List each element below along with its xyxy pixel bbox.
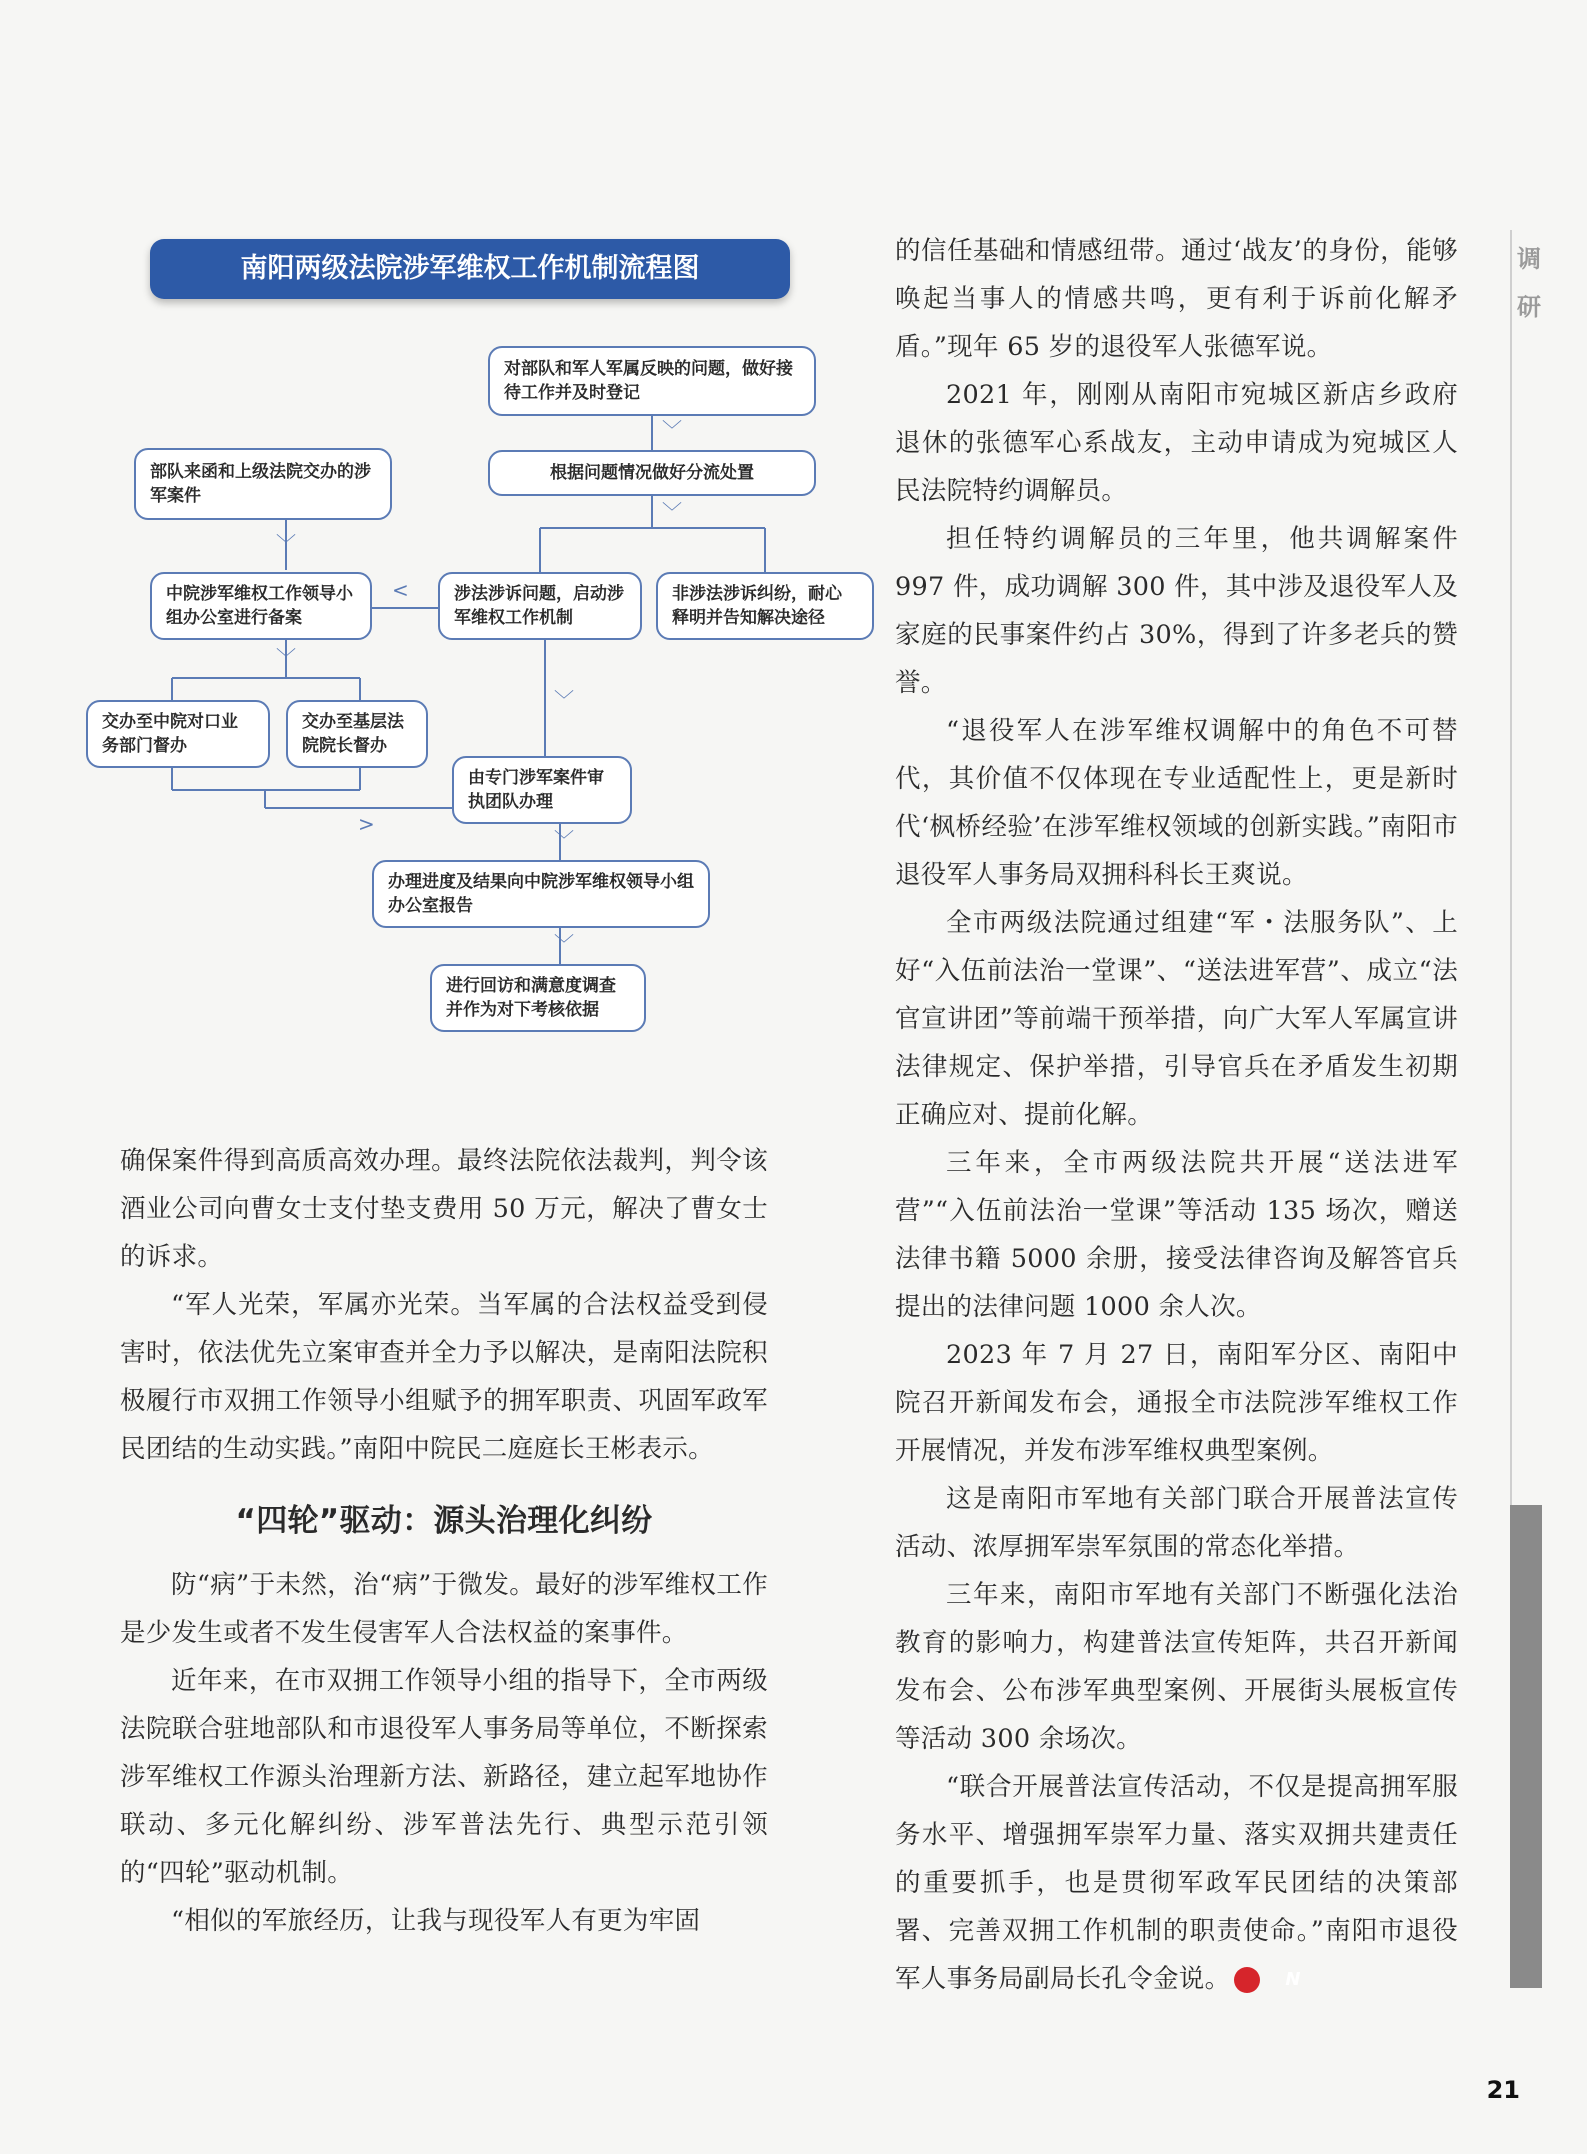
section-label (1514, 235, 1544, 331)
paragraph: 2021 年，刚刚从南阳市宛城区新店乡政府退休的张德军心系战友，主动申请成为宛城区人民法院特约调解员。 (895, 380, 1458, 506)
paragraph: “相似的军旅经历，让我与现役军人有更为牢固 (171, 1906, 701, 1936)
chevron-right-icon: > (358, 812, 375, 836)
flow-node-team: 由专门涉军案件审执团队办理 (452, 756, 632, 824)
side-bar (1510, 1505, 1542, 1988)
chevron-down-icon: ﹀ (554, 688, 574, 712)
flow-node-superior: 部队来函和上级法院交办的涉军案件 (134, 448, 392, 520)
section-label-char: 调 (1517, 245, 1541, 273)
chevron-down-icon: ﹀ (554, 828, 574, 852)
chevron-down-icon: ﹀ (662, 500, 682, 524)
flow-node-record: 中院涉军维权工作领导小组办公室进行备案 (150, 572, 372, 640)
paragraph: 防“病”于未然，治“病”于微发。最好的涉军维权工作是少发生或者不发生侵害军人合法权益的案事件。 (120, 1570, 768, 1648)
section-heading: “四轮”驱动：源头治理化纠纷 (235, 1503, 653, 1539)
paragraph: 的信任基础和情感纽带。通过‘战友’的身份，能够唤起当事人的情感共鸣，更有利于诉前化解矛盾。”现年 65 岁的退役军人张德军说。 (895, 236, 1458, 362)
paragraph: 三年来，全市两级法院共开展“送法进军营”“入伍前法治一堂课”等活动 135 场次，赠送法律书籍 5000 余册，接受法律咨询及解答官兵提出的法律问题 1000 余人次。 (895, 1148, 1458, 1322)
chevron-down-icon: ﹀ (662, 418, 682, 442)
flow-node-litigation: 涉法涉诉问题，启动涉军维权工作机制 (438, 572, 642, 640)
flow-node-divert: 根据问题情况做好分流处置 (488, 450, 816, 496)
right-column (895, 227, 1458, 2003)
page-number: 21 (1486, 2076, 1520, 2104)
paragraph: “退役军人在涉军维权调解中的角色不可替代，其价值不仅体现在专业适配性上，更是新时代‘枫桥经验’在涉军维权领域的创新实践。”南阳市退役军人事务局双拥科科长王爽说。 (895, 716, 1458, 890)
flow-node-grassroots: 交办至基层法院院长督办 (286, 700, 428, 768)
chevron-down-icon: ﹀ (554, 932, 574, 956)
side-divider (1510, 230, 1512, 1505)
flow-node-register: 对部队和军人军属反映的问题，做好接待工作并及时登记 (488, 346, 816, 416)
chevron-down-icon: ﹀ (276, 646, 296, 670)
paragraph-final (895, 1763, 1458, 2003)
flowchart-title: 南阳两级法院涉军维权工作机制流程图 (150, 239, 790, 299)
chevron-down-icon: ﹀ (276, 532, 296, 556)
flow-node-revisit: 进行回访和满意度调查并作为对下考核依据 (430, 964, 646, 1032)
left-column (120, 1137, 768, 1945)
paragraph: “军人光荣，军属亦光荣。当军属的合法权益受到侵害时，依法优先立案审查并全力予以解决，是南阳法院积极履行市双拥工作领导小组赋予的拥军职责、巩固军政军民团结的生动实践。”南阳中院民二庭庭长王彬表示。 (120, 1290, 768, 1464)
chevron-left-icon: < (392, 578, 409, 602)
paragraph: 这是南阳市军地有关部门联合开展普法宣传活动、浓厚拥军崇军氛围的常态化举措。 (895, 1484, 1458, 1562)
paragraph: 近年来，在市双拥工作领导小组的指导下，全市两级法院联合驻地部队和市退役军人事务局等单位，不断探索涉军维权工作源头治理新方法、新路径，建立起军地协作联动、多元化解纠纷、涉军普法先行、典型示范引领的“四轮”驱动机制。 (120, 1666, 768, 1888)
paragraph: 三年来，南阳市军地有关部门不断强化法治教育的影响力，构建普法宣传矩阵，共召开新闻发布会、公布涉军典型案例、开展街头展板宣传等活动 300 余场次。 (895, 1580, 1458, 1754)
paragraph: 确保案件得到高质高效办理。最终法院依法裁判，判令该酒业公司向曹女士支付垫支费用 50 万元，解决了曹女士的诉求。 (120, 1146, 768, 1272)
paragraph: 2023 年 7 月 27 日，南阳军分区、南阳中院召开新闻发布会，通报全市法院涉军维权工作开展情况，并发布涉军维权典型案例。 (895, 1340, 1458, 1466)
paragraph-text: “联合开展普法宣传活动，不仅是提高拥军服务水平、增强拥军崇军力量、落实双拥共建责任的重要抓手，也是贯彻军政军民团结的决策部署、完善双拥工作机制的职责使命。”南阳市退役军人事务局副局长孔令金说。 (895, 1772, 1458, 1994)
paragraph: 担任特约调解员的三年里，他共调解案件 997 件，成功调解 300 件，其中涉及退役军人及家庭的民事案件约占 30%，得到了许多老兵的赞誉。 (895, 524, 1458, 698)
paragraph: 全市两级法院通过组建“军・法服务队”、上好“入伍前法治一堂课”、“送法进军营”、成立“法官宣讲团”等前端干预举措，向广大军人军属宣讲法律规定、保护举措，引导官兵在矛盾发生初期正确应对、提前化解。 (895, 908, 1458, 1130)
flow-node-report: 办理进度及结果向中院涉军维权领导小组办公室报告 (372, 860, 710, 928)
section-label-char: 研 (1517, 293, 1541, 321)
end-mark-icon: N (1234, 1967, 1260, 1993)
flow-node-dept: 交办至中院对口业务部门督办 (86, 700, 270, 768)
flow-node-nonlitigation: 非涉法涉诉纠纷，耐心释明并告知解决途径 (656, 572, 874, 640)
